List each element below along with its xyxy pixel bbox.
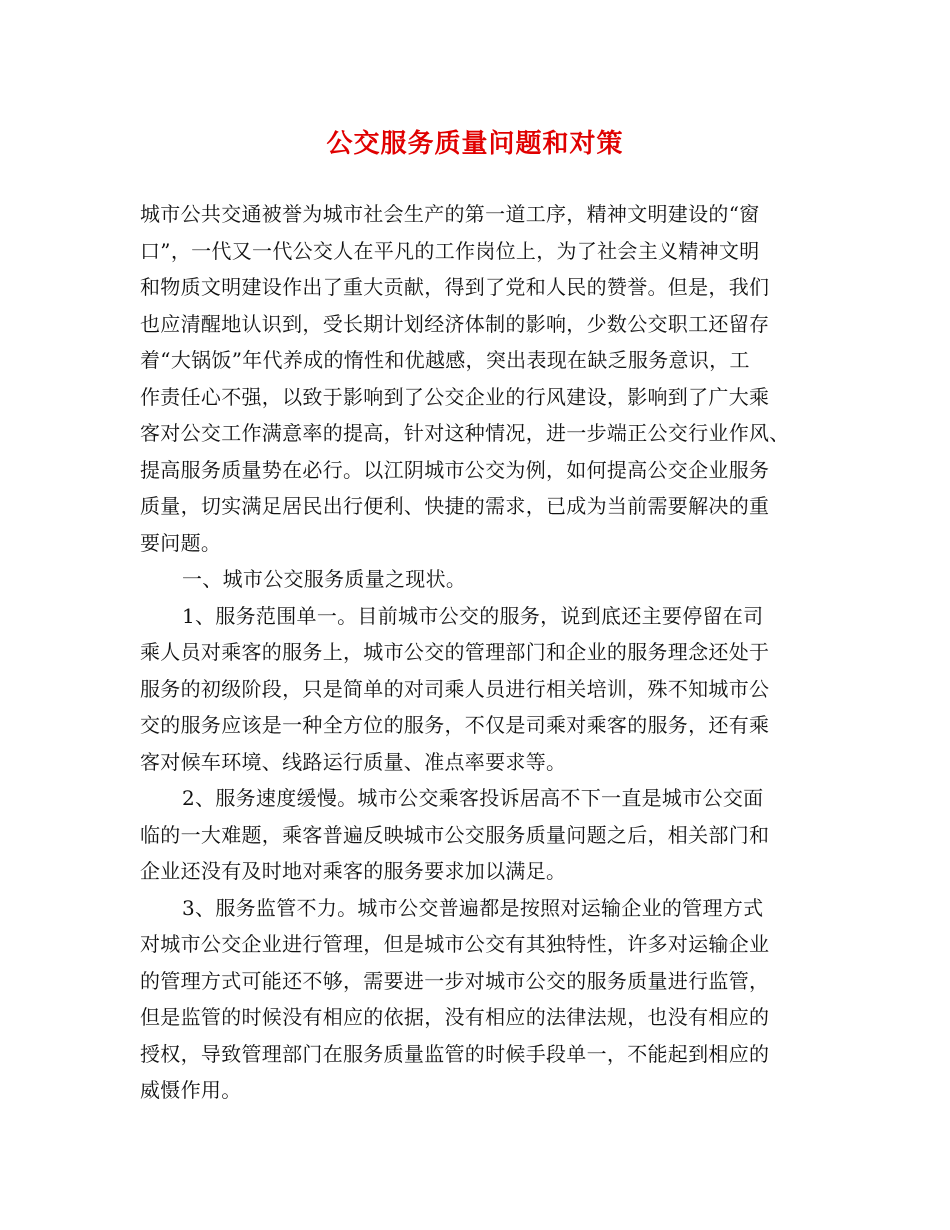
- text-line: 作责任心不强，以致于影响到了公交企业的行风建设，影响到了广大乘: [140, 384, 770, 409]
- document-body: [140, 196, 816, 1109]
- text-line: 3、服务监管不力。城市公交普遍都是按照对运输企业的管理方式: [182, 895, 764, 920]
- document-title: 公交服务质量问题和对策: [326, 129, 624, 159]
- text-line: 威慑作用。: [140, 1078, 242, 1102]
- text-line: 着“大锅饭”年代养成的惰性和优越感，突出表现在缺乏服务意识，工: [140, 348, 750, 372]
- text-line: 2、服务速度缓慢。城市公交乘客投诉居高不下一直是城市公交面: [182, 786, 764, 810]
- text-line: 也应清醒地认识到，受长期计划经济体制的影响，少数公交职工还留存: [140, 311, 770, 336]
- text-line: 提高服务质量势在必行。以江阴城市公交为例，如何提高公交企业服务: [140, 457, 770, 482]
- text-line: 乘人员对乘客的服务上，城市公交的管理部门和企业的服务理念还处于: [140, 640, 770, 664]
- text-line: 授权，导致管理部门在服务质量监管的时候手段单一，不能起到相应的: [140, 1041, 770, 1066]
- text-line: 1、服务范围单一。目前城市公交的服务，说到底还主要停留在司: [182, 603, 764, 628]
- text-line: 对城市公交企业进行管理，但是城市公交有其独特性，许多对运输企业: [140, 932, 770, 956]
- text-line: 服务的初级阶段，只是简单的对司乘人员进行相关培训，殊不知城市公: [140, 676, 770, 701]
- text-line: 企业还没有及时地对乘客的服务要求加以满足。: [140, 859, 567, 883]
- text-line: 临的一大难题，乘客普遍反映城市公交服务质量问题之后，相关部门和: [140, 822, 770, 847]
- text-line: 的管理方式可能还不够，需要进一步对城市公交的服务质量进行监管，: [140, 968, 770, 993]
- text-line: 城市公共交通被誉为城市社会生产的第一道工序，精神文明建设的“窗: [140, 202, 760, 226]
- text-line: 客对候车环境、线路运行质量、准点率要求等。: [140, 749, 567, 774]
- text-line: 口”，一代又一代公交人在平凡的工作岗位上，为了社会主义精神文明: [140, 238, 760, 263]
- text-line: 但是监管的时候没有相应的依据，没有相应的法律法规，也没有相应的: [140, 1005, 770, 1029]
- text-line: 一、城市公交服务质量之现状。: [182, 567, 467, 591]
- text-line: 质量，切实满足居民出行便利、快捷的需求，已成为当前需要解决的重: [140, 494, 770, 518]
- text-line: 和物质文明建设作出了重大贡献，得到了党和人民的赞誉。但是，我们: [140, 275, 770, 299]
- text-line: 要问题。: [140, 530, 222, 555]
- text-line: 交的服务应该是一种全方位的服务，不仅是司乘对乘客的服务，还有乘: [140, 713, 770, 737]
- text-line: 客对公交工作满意率的提高，针对这种情况，进一步端正公交行业作风、: [140, 421, 790, 445]
